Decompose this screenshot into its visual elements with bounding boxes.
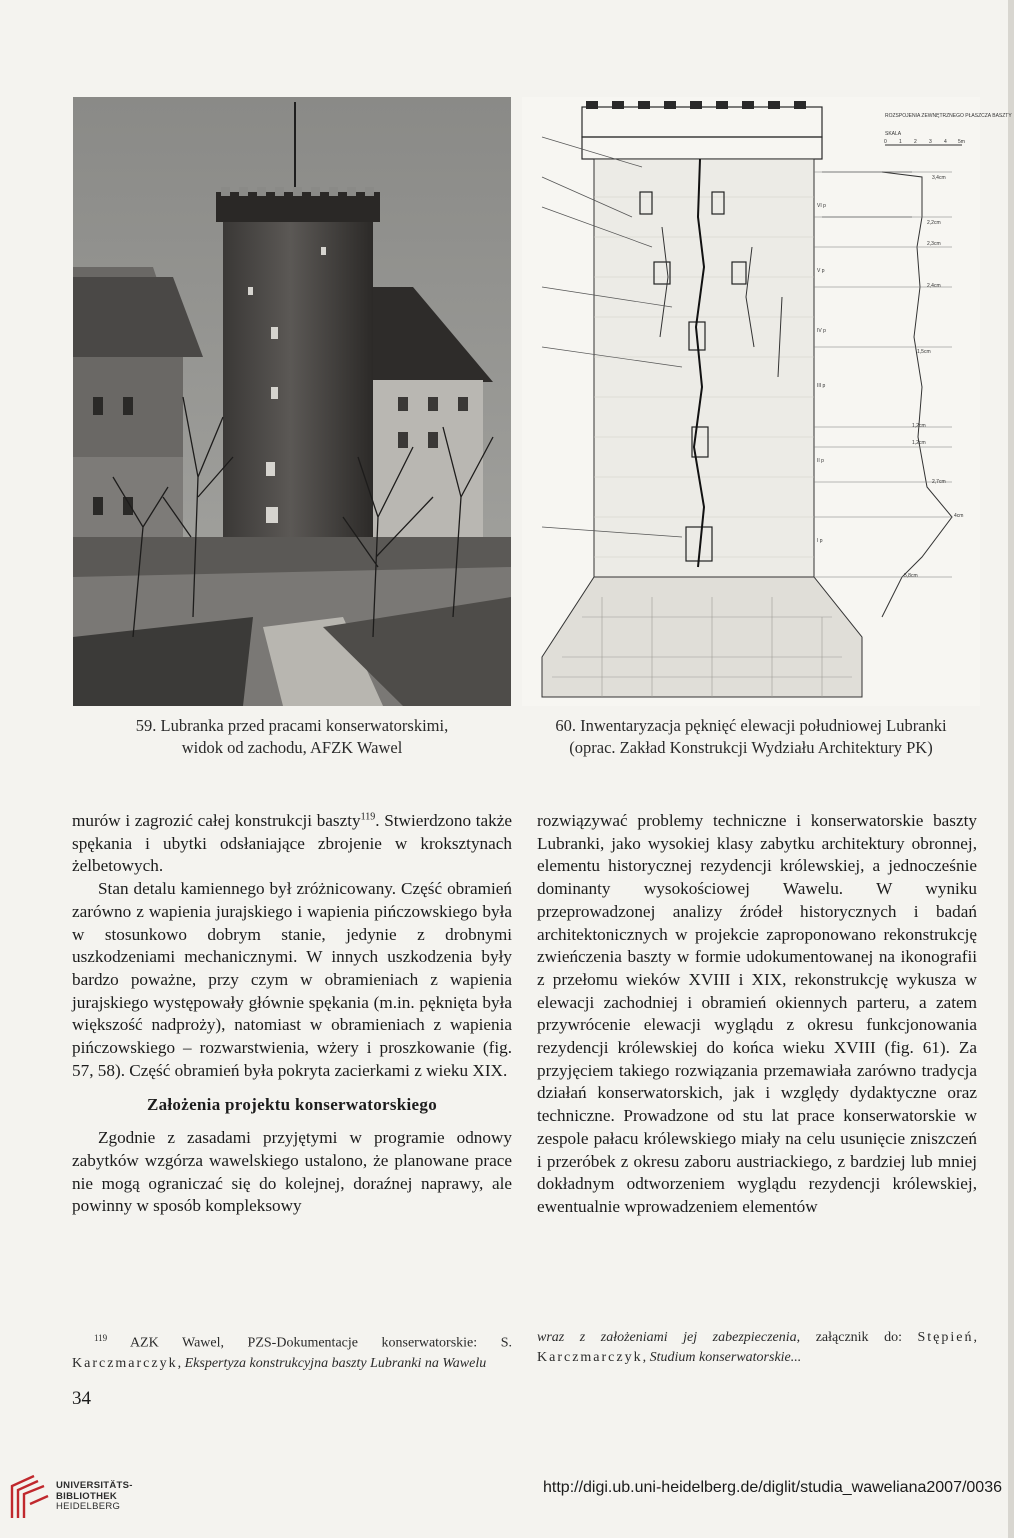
measurement: 2,4cm [927, 283, 941, 289]
footnote-ref[interactable]: 119 [360, 811, 376, 823]
caption-line: widok od zachodu, AFZK Wawel [181, 738, 403, 757]
tower-photo-illustration [73, 97, 511, 706]
source-url[interactable]: http://digi.ub.uni-heidelberg.de/diglit/studia_waweliana2007/0036 [543, 1479, 1002, 1496]
scale-tick: 3 [929, 139, 932, 145]
library-name [56, 1481, 133, 1513]
footnote-right [537, 1328, 977, 1368]
figure-59-photo [73, 97, 511, 706]
footnote-left [72, 1328, 512, 1374]
floor-mark: II p [817, 458, 824, 464]
caption-line: 59. Lubranka przed pracami konserwatorskimi, [135, 716, 449, 735]
figure-60-drawing [522, 97, 1012, 706]
scale-tick: 5m [958, 139, 965, 145]
paragraph-text: murów i zagrozić całej konstrukcji baszty [72, 811, 361, 830]
paragraph [72, 810, 512, 878]
footnote-author: Karczmarczyk [537, 1350, 643, 1365]
scale-tick: 0 [884, 139, 887, 145]
figure-60-caption [522, 715, 980, 759]
paragraph: Stan detalu kamiennego był zróżnicowany. Część obramień zarówno z wapienia jurajskiego i wapienia pińczowskiego była w stosunkowo dobrym stanie, jedynie z drobnymi uszkodzeniami mechanicznymi. W innych uszkodzenia były bardzo poważne, przy czym w obramieniach z wapienia jurajskiego występowały głównie spękania (m.in. pęknięta była większość nadproży), natomiast w obramieniach z wapienia pińczowskiego – rozwarstwienia, wżery i proszkowanie (fig. 57, 58). Część obramień była pokryta zacierkami z wieku XIX. [72, 879, 512, 1080]
drawing-legend: ROZSPOJENIA ZEWNĘTRZNEGO PŁASZCZA BASZTY [885, 113, 1012, 119]
library-line: BIBLIOTHEK [56, 1490, 118, 1502]
measurement: 2,3cm [927, 241, 941, 247]
paragraph: Zgodnie z zasadami przyjętymi w programie odnowy zabytków wzgórza wawelskiego ustalono, że planowane prace nie mogą ograniczać się do kolejnej, doraźnej naprawy, ale powinny w sposób kompleksowy [72, 1128, 512, 1216]
paragraph-text: . Stwierdzono także spękania i ubytki odsłaniające zbrojenie w kroksztynach żelbetowych. [72, 811, 512, 876]
floor-mark: V p [817, 268, 825, 274]
crack-inventory-drawing [522, 97, 1012, 706]
section-heading: Założenia projektu konserwatorskiego [146, 1095, 438, 1115]
measurement: 2,7cm [932, 479, 946, 485]
footnote-text: AZK Wawel, PZS-Dokumentacje konserwatorskie: S. [107, 1335, 512, 1351]
measurement: 4cm [954, 513, 964, 519]
footnote-author: Karczmarczyk [72, 1355, 178, 1371]
scale-tick: 4 [944, 139, 947, 145]
footnote-text: , załącznik do: [796, 1330, 918, 1345]
measurement: 3,4cm [932, 175, 946, 181]
footnote-title: wraz z założeniami jej zabezpieczenia [537, 1330, 797, 1345]
footnote-number: 119 [94, 1333, 108, 1343]
left-text-column [72, 810, 512, 1218]
scale-tick: 1 [899, 139, 902, 145]
drawing-scale-label: SKALA [885, 131, 902, 137]
footnote-text: , [177, 1355, 185, 1371]
floor-mark: III p [817, 383, 826, 389]
page-number: 34 [72, 1388, 91, 1409]
footnote-text: , [973, 1330, 977, 1345]
floor-mark: IV p [817, 328, 826, 334]
caption-line: (oprac. Zakład Konstrukcji Wydziału Architektury PK) [569, 738, 933, 757]
floor-mark: I p [817, 538, 823, 544]
floor-mark: VI p [817, 203, 826, 209]
scale-tick: 2 [914, 139, 917, 145]
footnote-title: Ekspertyza konstrukcyjna baszty Lubranki na Wawelu [184, 1355, 487, 1371]
figure-59-caption [73, 715, 511, 759]
library-line: UNIVERSITÄTS- [56, 1480, 133, 1491]
footnote-text: , [642, 1350, 650, 1365]
scan-edge [1008, 0, 1014, 1538]
library-logo-icon [10, 1474, 50, 1520]
paragraph: rozwiązywać problemy techniczne i konserwatorskie baszty Lubranki, jako wysokiej klasy zabytku architektury obronnej, elementu historycznej rezydencji królewskiej, a jednocześnie dominanty wysokościowej Wawelu. W wyniku przeprowadzonej analizy źródeł historycznych i badań architektonicznych w projekcie zaproponowano rekonstrukcję zwieńczenia baszty w formie udokumentowanej na ikonografii z przełomu wieków XVIII i XIX, rekonstrukcję wykusza w elewacji zachodniej i obramień okiennych parteru, a zatem przywrócenie elewacji wyglądu z okresu funkcjonowania rezydencji królewskiej do końca wieku XVIII (fig. 61). Za przyjęciem takiego rozwiązania przemawiała zarówno tradycja działań konserwatorskich, jak i względy dydaktyczne oraz techniczne. Prowadzone od stu lat prace konserwatorskie w zespole pałacu królewskiego miały na celu usunięcie zniszczeń i przeróbek z okresu zaboru austriackiego, z bardziej lub mniej dokładnym odtworzeniem wyglądu rezydencji królewskiej, ewentualnie wprowadzeniem elementów [537, 811, 977, 1216]
measurement: 1,5cm [917, 349, 931, 355]
right-text-column [537, 810, 977, 1219]
footnote-author: Stępień [917, 1330, 974, 1345]
measurement: 1,2cm [912, 423, 926, 429]
caption-line: 60. Inwentaryzacja pęknięć elewacji południowej Lubranki [555, 716, 947, 735]
measurement: 2,2cm [927, 220, 941, 226]
footnote-title: Studium konserwatorskie... [649, 1350, 802, 1365]
measurement: 5,8cm [904, 573, 918, 579]
measurement: 1,2cm [912, 440, 926, 446]
library-line: HEIDELBERG [56, 1501, 121, 1512]
